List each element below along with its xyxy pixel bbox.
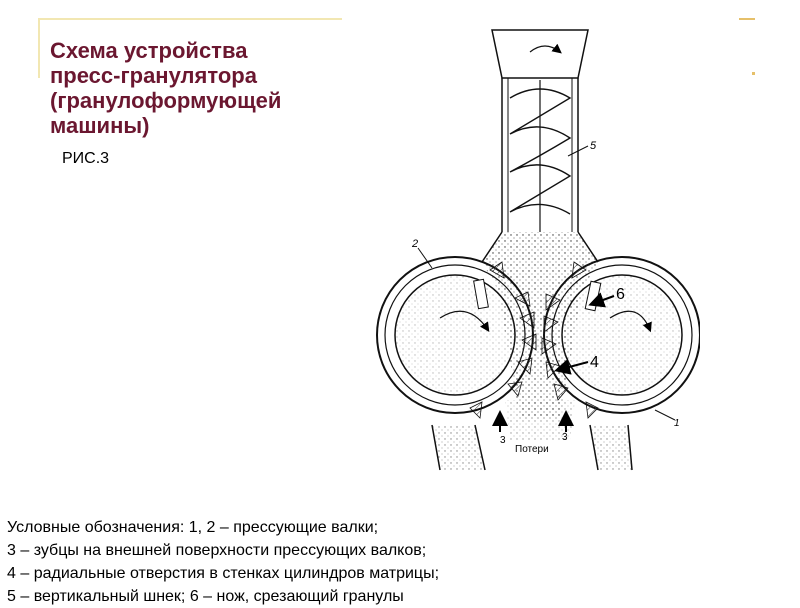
legend — [7, 516, 787, 608]
slide-title — [50, 38, 340, 138]
legend-line: Условные обозначения: 1, 2 – прессующие валки; — [7, 519, 379, 536]
label-5: 5 — [590, 140, 597, 152]
decorative-line — [38, 18, 342, 20]
title-line: машины) — [50, 113, 150, 138]
diagram-svg — [340, 18, 700, 478]
figure-label: РИС.3 — [62, 150, 110, 167]
legend-line: 3 – зубцы на внешней поверхности прессующих валков; — [7, 542, 427, 559]
decorative-dot — [752, 72, 755, 75]
label-2: 2 — [412, 238, 419, 250]
decorative-bar — [38, 20, 40, 78]
label-losses: Потери — [515, 444, 549, 455]
title-line: пресс-гранулятора — [50, 63, 257, 88]
title-line: Схема устройства — [50, 38, 248, 63]
label-3-right: 3 — [562, 432, 568, 443]
hopper — [492, 30, 588, 78]
label-3-left: 3 — [500, 435, 506, 446]
label-1: 1 — [674, 418, 680, 429]
legend-line: 4 – радиальные отверстия в стенках цилиндров матрицы; — [7, 565, 440, 582]
legend-line: 5 – вертикальный шнек; 6 – нож, срезающий гранулы — [7, 588, 404, 605]
title-line: (гранулоформующей — [50, 88, 282, 113]
press-granulator-diagram — [340, 18, 700, 478]
label-4: 4 — [590, 354, 599, 371]
label-6: 6 — [616, 286, 625, 303]
vertical-screw — [510, 89, 597, 214]
decorative-line-right — [739, 18, 755, 20]
